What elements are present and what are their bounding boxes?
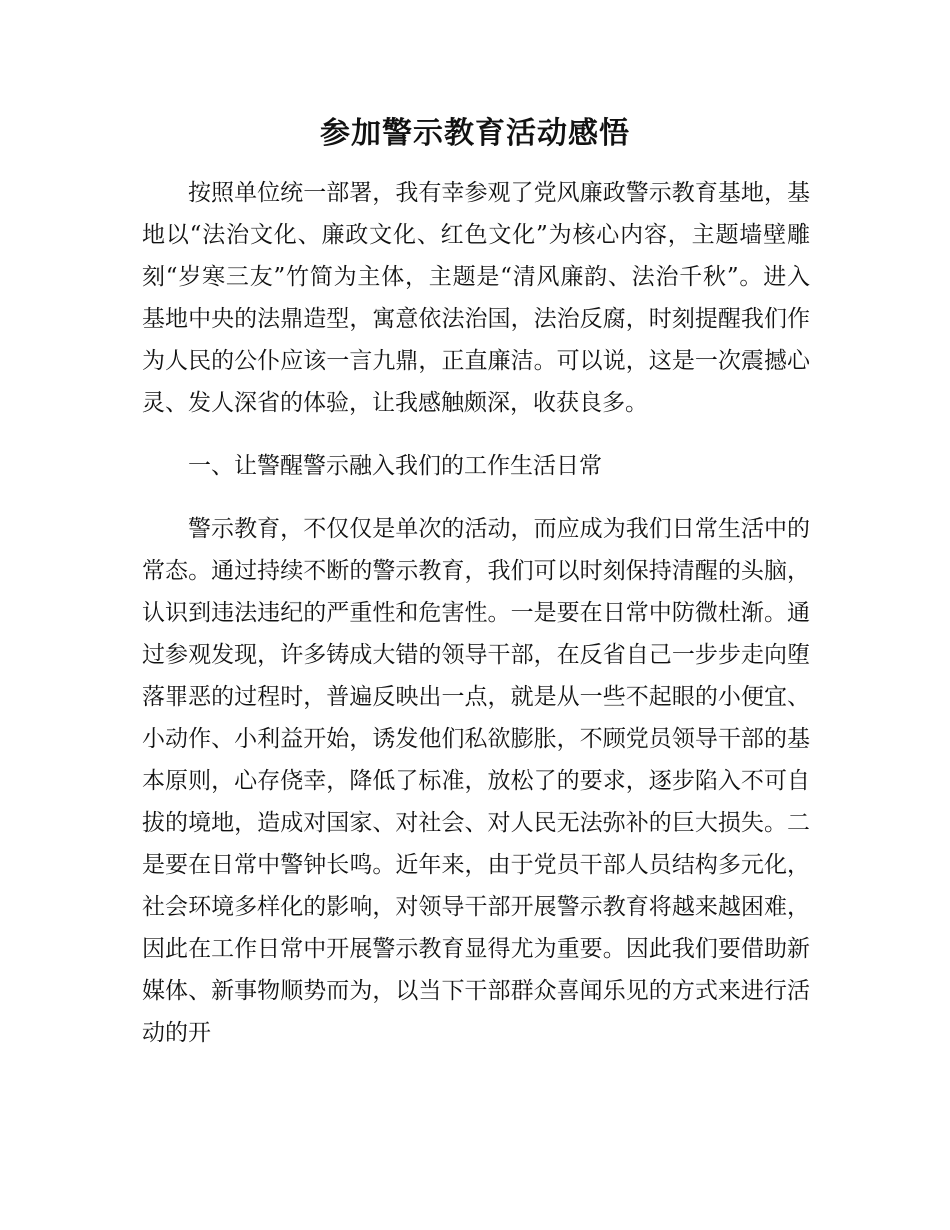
section-1-paragraph: 警示教育，不仅仅是单次的活动，而应成为我们日常生活中的常态。通过持续不断的警示教育，我们可以时刻保持清醒的头脑，认识到违法违纪的严重性和危害性。一是要在日常中防微杜渐。通过参观发现，许多铸成大错的领导干部，在反省自己一步步走向堕落罪恶的过程时，普遍反映出一点，就是从一些不起眼的小便宜、小动作、小利益开始，诱发他们私欲膨胀，不顾党员领导干部的基本原则，心存侥幸，降低了标准，放松了的要求，逐步陷入不可自拔的境地，造成对国家、对社会、对人民无法弥补的巨大损失。二是要在日常中警钟长鸣。近年来，由于党员干部人员结构多元化，社会环境多样化的影响，对领导干部开展警示教育将越来越困难，因此在工作日常中开展警示教育显得尤为重要。因此我们要借助新媒体、新事物顺势而为，以当下干部群众喜闻乐见的方式来进行活动的开 [142, 516, 810, 1046]
document-title: 参加警示教育活动感悟 [320, 116, 630, 151]
intro-paragraph: 按照单位统一部署，我有幸参观了党风廉政警示教育基地，基地以“法治文化、廉政文化、红色文化”为核心内容，主题墙壁雕刻“岁寒三友”竹简为主体，主题是“清风廉韵、法治千秋”。进入基地中央的法鼎造型，寓意依法治国，法治反腐，时刻提醒我们作为人民的公仆应该一言九鼎，正直廉洁。可以说，这是一次震撼心灵、发人深省的体验，让我感触颇深，收获良多。 [142, 180, 810, 416]
section-heading-1: 一、让警醒警示融入我们的工作生活日常 [188, 453, 602, 479]
document-body [142, 172, 810, 1075]
